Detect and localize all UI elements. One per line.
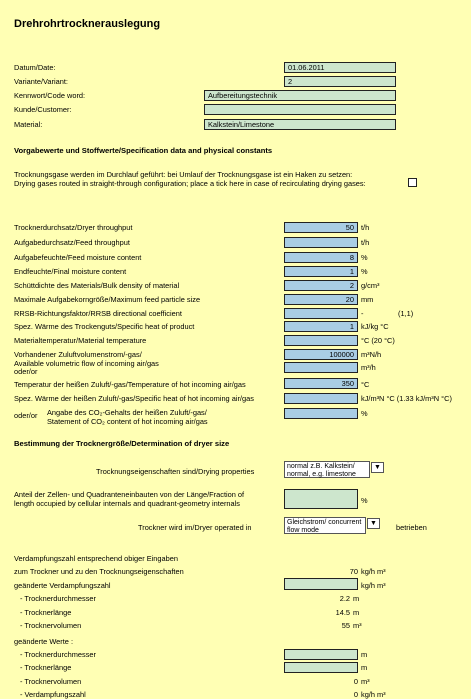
changed-result-unit: kg/h m³ [361, 690, 386, 699]
param-unit: % [361, 267, 368, 276]
param-label: Endfeuchte/Final moisture content [14, 267, 127, 276]
changed-result-unit: m³ [361, 677, 370, 686]
param-label: Vorhandener Zuluftvolumenstrom/-gas/ [14, 350, 142, 359]
param-unit: kJ/kg °C [361, 322, 389, 331]
param-field[interactable] [284, 335, 358, 346]
variant-label: Variante/Variant: [14, 77, 68, 86]
changed-evaporation-field[interactable] [284, 578, 358, 590]
param-unit: t/h [361, 238, 370, 247]
recirculating-gas-checkbox[interactable] [408, 178, 417, 187]
param-field[interactable]: 50 [284, 222, 358, 233]
result-value: 2.2 [339, 594, 350, 603]
fraction-label-de: Anteil der Zellen- und Quadranteneinbauten von der Länge/Fraction of [14, 490, 245, 499]
fraction-field[interactable] [284, 489, 358, 509]
param-field[interactable]: 1 [284, 321, 358, 332]
changed-result-label: - Verdampfungszahl [20, 690, 86, 699]
page-title: Drehrohrtrocknerauslegung [14, 18, 161, 30]
hot-air-temperature-unit: °C [361, 380, 370, 389]
param-unit: - [361, 309, 364, 318]
param-label: RRSB-Richtungsfaktor/RRSB directional coefficient [14, 309, 182, 318]
chevron-down-icon: ▼ [374, 464, 381, 471]
param-hint: (1,1) [398, 309, 414, 318]
operation-mode-dropdown-button[interactable] [367, 518, 380, 529]
param-field[interactable]: 20 [284, 294, 358, 305]
result-label: - Trocknervolumen [20, 621, 82, 630]
param-unit: m³N/h [361, 350, 382, 359]
evaporation-rate-value: 70 [349, 567, 358, 576]
param-field[interactable]: 8 [284, 252, 358, 263]
result-value: 14.5 [335, 608, 350, 617]
hot-air-temperature-label: Temperatur der heißen Zuluft/-gas/Temperature of hot incoming air/gas [14, 380, 246, 389]
param-label: Materialtemperatur/Material temperature [14, 336, 147, 345]
hot-air-temperature-field[interactable]: 350 [284, 378, 358, 389]
code-word-label: Kennwort/Code word: [14, 91, 86, 100]
customer-field[interactable] [204, 104, 396, 115]
airflow-or-label: oder/or [14, 367, 38, 376]
param-field[interactable]: 100000 [284, 349, 358, 360]
drying-gas-note-de: Trocknungsgase werden im Durchlauf geführt: bei Umlauf der Trocknungsgase ist ein Haken zu setzen: [14, 170, 353, 179]
result-unit: m [353, 594, 360, 603]
drying-properties-dropdown-button[interactable] [371, 462, 384, 473]
co2-label-de: Angabe des CO₂-Gehalts der heißen Zuluft/-gas/ [47, 408, 207, 417]
param-field[interactable]: 1 [284, 266, 358, 277]
result-unit: m³ [353, 621, 362, 630]
customer-label: Kunde/Customer: [14, 105, 72, 114]
evaporation-rate-unit: kg/h m³ [361, 567, 386, 576]
section-specification-heading: Vorgabewerte und Stoffwerte/Specification data and physical constants [14, 146, 273, 155]
param-unit: % [361, 253, 368, 262]
code-word-field[interactable]: Aufbereitungstechnik [204, 90, 396, 101]
result-label: - Trocknerlänge [20, 608, 72, 617]
changed-result-label: - Trocknervolumen [20, 677, 82, 686]
fraction-label-en: length occupied by cellular internals and quadrant-geometry internals [14, 499, 240, 508]
changed-result-label: - Trocknerdurchmesser [20, 650, 96, 659]
result-label: - Trocknerdurchmesser [20, 594, 96, 603]
param-label: Spez. Wärme des Trockenguts/Specific heat of product [14, 322, 195, 331]
co2-or-label: oder/or [14, 411, 38, 420]
changed-result-value: 0 [353, 677, 358, 686]
evaporation-rate-label-2: zum Trockner und zu den Trocknungseigenschaften [14, 567, 184, 576]
variant-field[interactable]: 2 [284, 76, 396, 87]
param-label: Trocknerdurchsatz/Dryer throughput [14, 223, 133, 232]
operation-mode-select[interactable]: Gleichstrom/ concurrent flow mode [284, 517, 366, 534]
changed-result-field[interactable] [284, 649, 358, 660]
changed-evaporation-label: geänderte Verdampfungszahl [14, 581, 111, 590]
changed-evaporation-unit: kg/h m³ [361, 581, 386, 590]
param-label: Aufgabefeuchte/Feed moisture content [14, 253, 142, 262]
airflow-actual-field[interactable] [284, 362, 358, 373]
material-field[interactable]: Kalkstein/Limestone [204, 119, 396, 130]
drying-gas-note-en: Drying gases routed in straight-through configuration; place a tick here in case of recirculating drying gases: [14, 179, 366, 188]
hot-air-heat-unit: kJ/m³N °C (1.33 kJ/m³N °C) [361, 394, 452, 403]
changed-result-value: 0 [353, 690, 358, 699]
airflow-available-label: Available volumetric flow of incoming air/gas [14, 359, 159, 368]
date-field[interactable]: 01.06.2011 [284, 62, 396, 73]
airflow-actual-unit: m³/h [361, 363, 376, 372]
hot-air-heat-label: Spez. Wärme der heißen Zuluft/-gas/Specific heat of hot incoming air/gas [14, 394, 254, 403]
date-label: Datum/Date: [14, 63, 56, 72]
result-value: 55 [341, 621, 350, 630]
param-unit: g/cm³ [361, 281, 380, 290]
changed-result-unit: m [361, 650, 368, 659]
param-field[interactable] [284, 237, 358, 248]
co2-label-en: Statement of CO₂ content of hot incoming air/gas [47, 417, 208, 426]
param-unit: t/h [361, 223, 370, 232]
fraction-unit: % [361, 496, 368, 505]
hot-air-heat-field[interactable] [284, 393, 358, 404]
param-field[interactable]: 2 [284, 280, 358, 291]
operation-mode-label: Trockner wird im/Dryer operated in [138, 523, 252, 532]
changed-values-label: geänderte Werte : [14, 637, 74, 646]
co2-field[interactable] [284, 408, 358, 419]
param-unit: °C (20 °C) [361, 336, 395, 345]
evaporation-rate-label-1: Verdampfungszahl entsprechend obiger Eingaben [14, 554, 178, 563]
result-unit: m [353, 608, 360, 617]
param-unit: mm [361, 295, 374, 304]
section-dryer-size-heading: Bestimmung der Trocknergröße/Determination of dryer size [14, 439, 230, 448]
changed-result-label: - Trocknerlänge [20, 663, 72, 672]
chevron-down-icon: ▼ [370, 520, 377, 527]
changed-result-field[interactable] [284, 662, 358, 673]
changed-result-unit: m [361, 663, 368, 672]
material-label: Material: [14, 120, 43, 129]
drying-properties-label: Trocknungseigenschaften sind/Drying properties [96, 467, 255, 476]
operation-mode-suffix: betrieben [396, 523, 427, 532]
param-field[interactable] [284, 308, 358, 319]
param-label: Schüttdichte des Materials/Bulk density of material [14, 281, 180, 290]
param-label: Aufgabedurchsatz/Feed throughput [14, 238, 130, 247]
drying-properties-select[interactable]: normal z.B. Kalkstein/ normal, e.g. limestone [284, 461, 370, 478]
co2-unit: % [361, 409, 368, 418]
param-label: Maximale Aufgabekorngröße/Maximum feed particle size [14, 295, 201, 304]
